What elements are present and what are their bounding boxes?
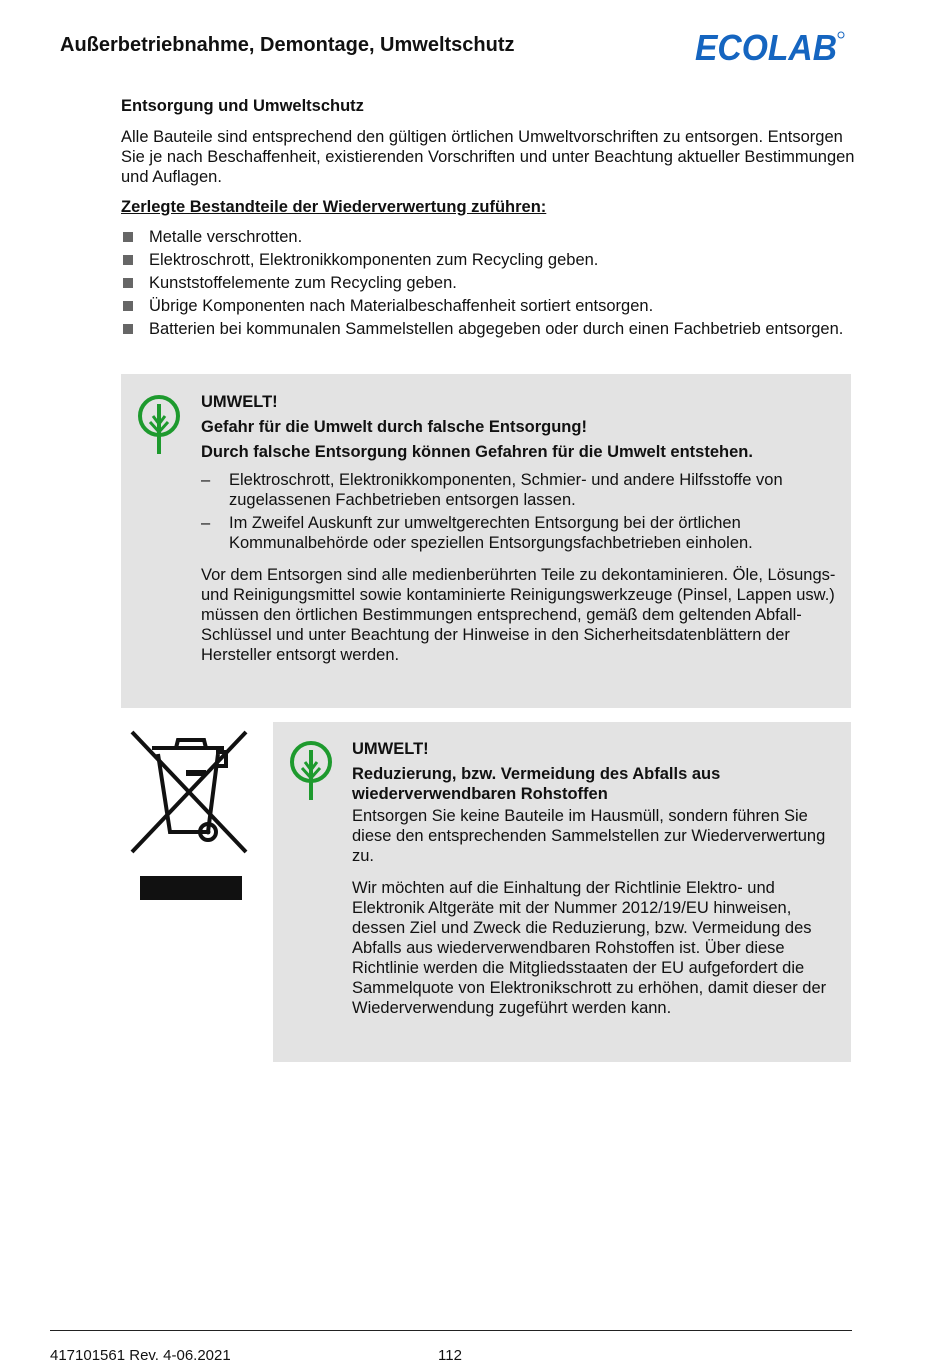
list-item — [121, 227, 861, 247]
square-bullet-icon — [123, 232, 133, 242]
intro-paragraph: Alle Bauteile sind entsprechend den gültigen örtlichen Umweltvorschriften zu entsorgen. Entsorgen Sie je nach Beschaffenheit, existierenden Vorschriften und unter Beachtung aktueller Bestimmungen und Auflagen. — [121, 128, 855, 186]
square-bullet-icon — [123, 324, 133, 334]
list-item — [201, 513, 836, 553]
list-item — [121, 296, 861, 316]
logo-text: ECOLAB — [695, 30, 837, 64]
tree-environment-icon — [289, 740, 333, 802]
list-item — [121, 273, 861, 293]
list-item — [121, 250, 861, 270]
list-item-text: Übrige Komponenten nach Materialbeschaffenheit sortiert entsorgen. — [149, 297, 654, 315]
list-item — [201, 470, 836, 510]
notice-label: UMWELT! — [352, 740, 429, 758]
notice-label: UMWELT! — [201, 393, 278, 411]
square-bullet-icon — [123, 301, 133, 311]
square-bullet-icon — [123, 278, 133, 288]
page-header-title: Außerbetriebnahme, Demontage, Umweltschutz — [60, 34, 515, 56]
recycling-sub-heading: Zerlegte Bestandteile der Wiederverwertung zuführen: — [121, 198, 547, 216]
dash-marker: – — [201, 471, 211, 489]
crossed-out-wheelie-bin-icon — [128, 728, 250, 906]
square-bullet-icon — [123, 255, 133, 265]
ecolab-logo — [695, 30, 845, 64]
notice-headline: Gefahr für die Umwelt durch falsche Entsorgung! — [201, 418, 587, 436]
environment-notice-waste-reduction — [273, 722, 851, 1062]
list-item-text: Batterien bei kommunalen Sammelstellen abgegeben oder durch einen Fachbetrieb entsorgen. — [149, 320, 844, 338]
notice-paragraph: Entsorgen Sie keine Bauteile im Hausmüll, sondern führen Sie diese den entsprechenden Sammelstellen zur Wiederverwertung zu. — [352, 807, 826, 865]
environment-notice-disposal — [121, 374, 851, 708]
notice-paragraph: Vor dem Entsorgen sind alle medienberührten Teile zu dekontaminieren. Öle, Lösungs- und Reinigungsmittel sowie kontaminierte Reinigungswerkzeuge (Pinsel, Lappen usw.) müssen den örtlichen Bestimmungen entsprechend, gemäß dem geltenden Abfall-Schlüssel und unter Beachtung der Hinweise in den Sicherheitsdatenblättern der Hersteller entsorgt werden. — [201, 566, 836, 664]
footer-document-reference: 417101561 Rev. 4-06.2021 — [50, 1347, 231, 1364]
footer-divider — [50, 1330, 852, 1331]
list-item-text: Metalle verschrotten. — [149, 228, 303, 246]
notice-headline: Reduzierung, bzw. Vermeidung des Abfalls aus wiederverwendbaren Rohstoffen — [352, 765, 721, 803]
notice-dash-list — [201, 470, 836, 553]
list-item-text: Im Zweifel Auskunft zur umweltgerechten Entsorgung bei der örtlichen Kommunalbehörde oder speziellen Entsorgungsfachbetrieben einholen. — [229, 514, 753, 552]
list-item-text: Kunststoffelemente zum Recycling geben. — [149, 274, 457, 292]
notice-paragraph: Wir möchten auf die Einhaltung der Richtlinie Elektro- und Elektronik Altgeräte mit der Nummer 2012/19/EU hinweisen, dessen Ziel und Zweck die Reduzierung, bzw. Vermeidung des Abfalls aus wiederverwendbaren Rohstoffen ist. Über diese Richtlinie werden die Mitgliedsstaaten der EU aufgefordert die Sammelquote von Elektronikschrott zu erhöhen, damit dieser der Wiederverwendung zugeführt werden kann. — [352, 879, 827, 1017]
tree-environment-icon — [137, 394, 181, 456]
list-item — [121, 319, 861, 339]
notice-subheadline: Durch falsche Entsorgung können Gefahren für die Umwelt entstehen. — [201, 443, 753, 461]
list-item-text: Elektroschrott, Elektronikkomponenten zum Recycling geben. — [149, 251, 599, 269]
footer-page-number: 112 — [438, 1347, 462, 1364]
dash-marker: – — [201, 514, 211, 532]
list-item-text: Elektroschrott, Elektronikkomponenten, Schmier- und andere Hilfsstoffe von zugelassenen Fachbetrieben entsorgen lassen. — [229, 471, 783, 509]
section-title: Entsorgung und Umweltschutz — [121, 97, 364, 115]
recycling-bullet-list — [121, 227, 861, 342]
